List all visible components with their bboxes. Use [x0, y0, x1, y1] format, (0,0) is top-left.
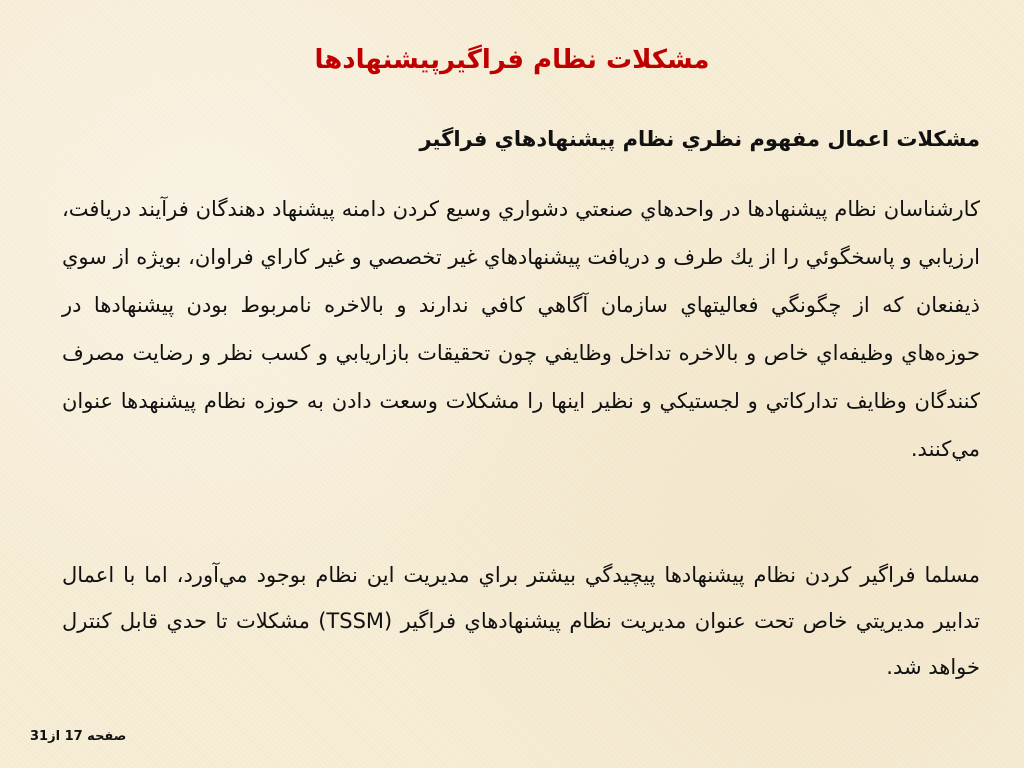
paragraph-1: كارشناسان نظام پيشنهادها در واحدهاي صنعتي دشواري وسيع كردن دامنه پيشنهاد دهندگان فرآيند دريافت، ارزيابي و پاسخگوئي را از يك طرف و دريافت پيشنهادهاي غير تخصصي و غير كاراي فراوان، بويژه از سوي ذيفنعان كه از چگونگي فعاليتهاي سازمان آگاهي كافي ندارند و بالاخره نامربوط بودن پيشنهادها در حوزه‌هاي وظيفه‌اي خاص و بالاخره تداخل وظايفي چون تحقيقات بازاريابي و كسب نظر و رضايت مصرف كنندگان وظايف تداركاتي و لجستيكي و نظير اينها را مشكلات وسعت دادن به حوزه نظام پيشنهدها عنوان مي‌كنند. — [62, 197, 980, 461]
paragraph-2: مسلما فراگير كردن نظام پيشنهادها پيچيدگي بيشتر براي مديريت اين نظام بوجود مي‌آورد، اما با اعمال تدابير مديريتي خاص تحت عنوان مديريت نظام پيشنهادهاي فراگير (TSSM) مشكلات تا حدي قابل كنترل خواهد شد. — [62, 563, 980, 679]
slide-subtitle: مشكلات اعمال مفهوم نظري نظام پيشنهادهاي فراگير — [419, 127, 980, 151]
slide-title: مشكلات نظام فراگيرپيشنهادها — [314, 45, 710, 75]
page-number: صفحه 17 از31 — [30, 729, 127, 744]
